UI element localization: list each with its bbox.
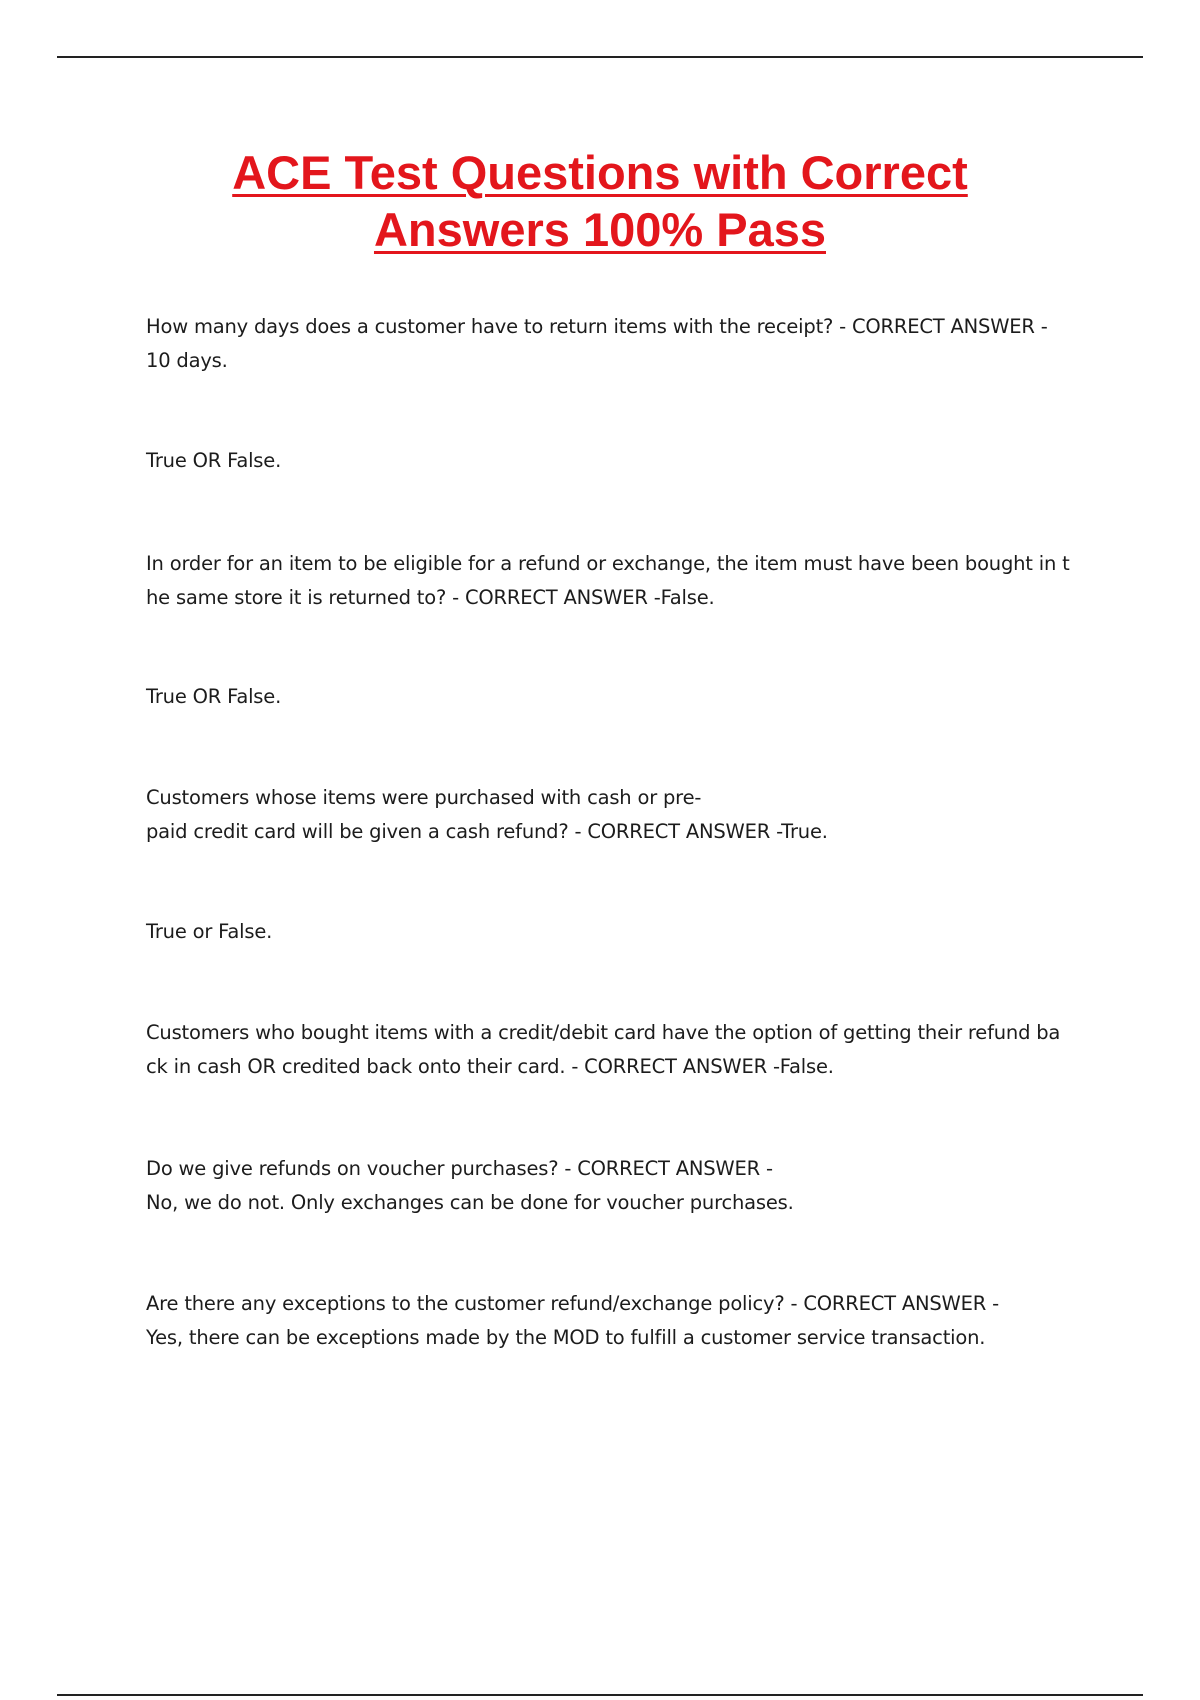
question-2-line-2: he same store it is returned to? - CORRECT ANSWER -False. [146, 586, 715, 609]
question-4-line-1: Customers who bought items with a credit/debit card have the option of getting their refund ba [146, 1021, 1061, 1044]
question-2 [146, 547, 1086, 615]
question-1 [146, 310, 1086, 378]
true-false-label-1 [146, 444, 1086, 478]
question-1-line-2: 10 days. [146, 349, 228, 372]
true-false-label-3-text: True or False. [146, 920, 273, 943]
true-false-label-2 [146, 680, 1086, 714]
true-false-label-2-text: True OR False. [146, 685, 282, 708]
question-6-line-2: Yes, there can be exceptions made by the MOD to fulfill a customer service transaction. [146, 1326, 986, 1349]
true-false-label-3 [146, 915, 1086, 949]
document-title [0, 144, 1200, 258]
question-6-line-1: Are there any exceptions to the customer refund/exchange policy? - CORRECT ANSWER - [146, 1292, 999, 1315]
question-3-line-2: paid credit card will be given a cash refund? - CORRECT ANSWER -True. [146, 820, 828, 843]
question-2-line-1: In order for an item to be eligible for a refund or exchange, the item must have been bought in t [146, 552, 1070, 575]
question-5 [146, 1152, 1086, 1220]
bottom-divider [57, 1694, 1143, 1696]
question-4-line-2: ck in cash OR credited back onto their card. - CORRECT ANSWER -False. [146, 1055, 834, 1078]
question-5-line-2: No, we do not. Only exchanges can be done for voucher purchases. [146, 1191, 794, 1214]
question-3-line-1: Customers whose items were purchased with cash or pre- [146, 786, 702, 809]
top-divider [57, 56, 1143, 58]
question-6 [146, 1287, 1086, 1355]
question-3 [146, 781, 1086, 849]
question-4 [146, 1016, 1086, 1084]
question-1-line-1: How many days does a customer have to return items with the receipt? - CORRECT ANSWER - [146, 315, 1048, 338]
question-5-line-1: Do we give refunds on voucher purchases? - CORRECT ANSWER - [146, 1157, 773, 1180]
title-line-2: Answers 100% Pass [373, 203, 826, 256]
true-false-label-1-text: True OR False. [146, 449, 282, 472]
title-line-1: ACE Test Questions with Correct [232, 146, 968, 199]
